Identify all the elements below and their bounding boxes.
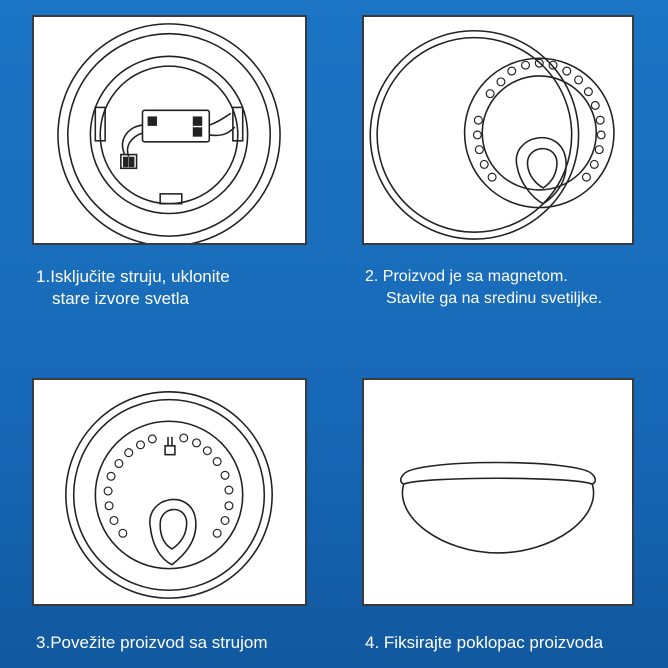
step-2-line-2: Stavite ga na sredinu svetiljke. bbox=[386, 290, 603, 307]
cover-drawing bbox=[364, 380, 632, 604]
step-3-line-1 bbox=[36, 632, 268, 654]
step-3-text-1: Povežite proizvod sa strujom bbox=[50, 633, 268, 652]
step-2-number: 2. bbox=[365, 268, 379, 285]
step-4-illustration bbox=[362, 378, 634, 606]
step-4-line-1 bbox=[365, 632, 603, 654]
step-2-line-1 bbox=[365, 266, 602, 288]
old-light-fixture-drawing bbox=[34, 17, 305, 243]
step-2-text-1: Proizvod je sa magnetom. bbox=[382, 268, 568, 285]
step-4-caption bbox=[365, 632, 603, 654]
magnetic-module-drawing bbox=[364, 17, 632, 243]
step-4-text-1: Fiksirajte poklopac proizvoda bbox=[383, 633, 604, 652]
step-2-illustration bbox=[362, 15, 634, 245]
step-1-line-1 bbox=[36, 266, 230, 288]
step-3-number: 3. bbox=[36, 633, 51, 652]
step-3-illustration bbox=[32, 378, 307, 606]
step-1-illustration bbox=[32, 15, 307, 245]
step-4-number: 4. bbox=[365, 633, 380, 652]
step-1-line-2: stare izvore svetla bbox=[52, 289, 189, 308]
step-1-number: 1. bbox=[36, 267, 51, 286]
step-3-caption bbox=[36, 632, 268, 654]
step-2-caption bbox=[365, 266, 602, 310]
step-1-caption bbox=[36, 266, 230, 310]
step-1-text-1: Isključite struju, uklonite bbox=[50, 267, 230, 286]
connected-module-drawing bbox=[34, 380, 305, 604]
